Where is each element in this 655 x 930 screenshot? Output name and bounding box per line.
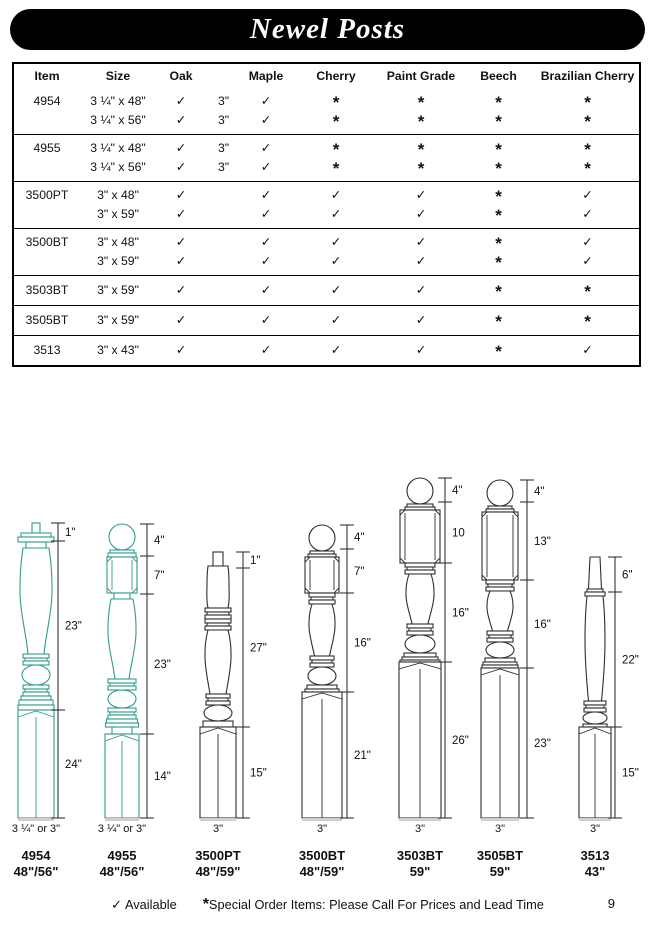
table-row — [14, 335, 639, 365]
beech-cell: * — [495, 342, 502, 361]
table-line — [14, 158, 639, 177]
table-row — [14, 275, 639, 305]
cherry-cell: ✓ — [330, 235, 342, 249]
base-width-label: 3 ¼" or 3" — [97, 823, 147, 835]
maple-cell: ✓ — [260, 313, 272, 327]
table-line — [14, 311, 639, 330]
cherry-cell: * — [332, 112, 340, 131]
post-drawing-3500PT — [200, 552, 267, 835]
asterisk-icon: * — [202, 896, 209, 913]
item-cell: 3505BT — [25, 313, 69, 327]
beech-cell: * — [495, 234, 502, 253]
size-cell: 3 ¼" x 48" — [90, 94, 146, 108]
dimension-label: 22" — [622, 654, 639, 667]
drawing-item-number: 3500BT — [298, 848, 346, 863]
cherry-cell: ✓ — [330, 283, 342, 297]
maple-cell: ✓ — [260, 207, 272, 221]
page-title-banner — [10, 9, 645, 50]
brazilian-cherry-cell: * — [584, 159, 591, 178]
oak-size-cell — [206, 186, 241, 205]
brazilian-cherry-cell: ✓ — [582, 235, 593, 249]
table-line — [14, 233, 639, 252]
drawing-item-heights: 59" — [409, 864, 431, 879]
dimension-label: 15" — [250, 767, 267, 780]
oak-size-cell — [206, 311, 241, 330]
cherry-cell: ✓ — [330, 188, 342, 202]
oak-cell: ✓ — [175, 283, 187, 297]
dimension-label: 7" — [154, 570, 165, 582]
dimension-label: 1" — [65, 527, 76, 539]
col-header-oak: Oak — [169, 69, 193, 83]
drawing-item-number: 3500PT — [195, 848, 241, 863]
dimension-label: 16" — [354, 637, 371, 650]
drawing-label — [163, 848, 273, 880]
base-width-label: 3" — [494, 823, 506, 835]
size-cell: 3" x 48" — [97, 188, 139, 202]
cherry-cell: ✓ — [330, 343, 342, 357]
item-cell: 3500PT — [25, 188, 69, 202]
item-cell — [14, 205, 80, 224]
oak-cell: ✓ — [175, 235, 187, 249]
availability-table — [12, 62, 641, 367]
item-cell: 3500BT — [25, 235, 69, 249]
item-cell: 4955 — [33, 141, 61, 155]
brazilian-cherry-cell: * — [584, 93, 591, 112]
drawing-item-heights: 48"/59" — [195, 864, 241, 879]
paint-grade-cell: * — [417, 93, 425, 112]
brazilian-cherry-cell: ✓ — [582, 254, 593, 268]
paint-grade-cell: ✓ — [415, 235, 427, 249]
dimension-label: 4" — [354, 532, 365, 544]
brazilian-cherry-cell: * — [584, 282, 591, 301]
maple-cell: ✓ — [260, 343, 272, 357]
dimension-label: 15" — [622, 767, 639, 780]
page-number: 9 — [607, 896, 615, 911]
col-header-beech: Beech — [480, 69, 517, 83]
base-width-label: 3" — [212, 823, 224, 835]
oak-cell: ✓ — [175, 94, 187, 108]
cherry-cell: ✓ — [330, 254, 342, 268]
dimension-label: 23" — [154, 659, 171, 671]
paint-grade-cell: ✓ — [415, 313, 427, 327]
dimension-label: 14" — [154, 771, 171, 783]
paint-grade-cell: ✓ — [415, 254, 427, 268]
post-drawing-3513 — [579, 557, 639, 835]
legend-available-text: Available — [124, 897, 177, 912]
maple-cell: ✓ — [260, 141, 272, 155]
legend-special-text: Special Order Items: Please Call For Prices and Lead Time — [208, 897, 544, 912]
oak-cell: ✓ — [175, 343, 187, 357]
legend-available — [111, 897, 177, 913]
oak-size-cell — [206, 205, 241, 224]
col-header-maple: Maple — [248, 69, 284, 83]
beech-cell: * — [495, 206, 502, 225]
oak-cell: ✓ — [175, 160, 187, 174]
dimension-label: 1" — [250, 555, 261, 567]
brazilian-cherry-cell: ✓ — [582, 188, 593, 202]
col-header-item: Item — [34, 69, 60, 83]
dimension-label: 24" — [65, 759, 82, 771]
maple-cell: ✓ — [260, 283, 272, 297]
maple-cell: ✓ — [260, 188, 272, 202]
check-icon: ✓ — [111, 897, 122, 912]
table-header-row — [14, 64, 639, 88]
oak-size-cell: 3" — [217, 113, 230, 127]
base-width-label: 3 ¼" or 3" — [11, 823, 61, 835]
col-header-cherry: Cherry — [316, 69, 356, 83]
dimension-label: 23" — [534, 738, 551, 750]
post-drawing-3505BT — [481, 480, 551, 835]
size-cell: 3" x 59" — [97, 313, 139, 327]
cherry-cell: * — [332, 93, 340, 112]
item-cell — [14, 158, 80, 177]
page-title: Newel Posts — [249, 13, 406, 45]
beech-cell: * — [495, 112, 502, 131]
table-row — [14, 134, 639, 181]
base-width-label: 3" — [414, 823, 426, 835]
brazilian-cherry-cell: * — [584, 312, 591, 331]
drawing-item-number: 3505BT — [476, 848, 524, 863]
size-cell: 3" x 48" — [97, 235, 139, 249]
cherry-cell: * — [332, 159, 340, 178]
paint-grade-cell: * — [417, 159, 425, 178]
dimension-label: 4" — [154, 535, 165, 547]
beech-cell: * — [495, 93, 502, 112]
table-line — [14, 281, 639, 300]
size-cell: 3 ¼" x 56" — [90, 113, 146, 127]
item-cell: 3513 — [33, 343, 61, 357]
col-header-paint-grade: Paint Grade — [386, 69, 456, 83]
post-drawing-4955 — [98, 524, 171, 835]
cherry-cell: ✓ — [330, 207, 342, 221]
drawing-item-number: 3513 — [580, 848, 610, 863]
drawing-label — [445, 848, 555, 880]
table-line — [14, 139, 639, 158]
base-width-label: 3" — [316, 823, 328, 835]
post-drawing-3503BT — [399, 478, 469, 835]
dimension-label: 27" — [250, 642, 267, 655]
table-line — [14, 186, 639, 205]
dimension-label: 21" — [354, 750, 371, 762]
maple-cell: ✓ — [260, 113, 272, 127]
table-row — [14, 88, 639, 134]
oak-size-cell: 3" — [217, 94, 230, 108]
cherry-cell: * — [332, 140, 340, 159]
maple-cell: ✓ — [260, 254, 272, 268]
table-line — [14, 341, 639, 360]
legend-special-order — [203, 896, 544, 914]
paint-grade-cell: ✓ — [415, 188, 427, 202]
beech-cell: * — [495, 312, 502, 331]
drawing-item-number: 4955 — [107, 848, 137, 863]
drawing-item-heights: 48"/59" — [299, 864, 345, 879]
oak-cell: ✓ — [175, 254, 187, 268]
table-line — [14, 111, 639, 130]
beech-cell: * — [495, 282, 502, 301]
maple-cell: ✓ — [260, 235, 272, 249]
col-header-brazilian-cherry: Brazilian Cherry — [540, 69, 635, 83]
beech-cell: * — [495, 253, 502, 272]
post-drawing-3500BT — [302, 525, 371, 835]
drawing-item-number: 4954 — [21, 848, 51, 863]
dimension-label: 13" — [534, 536, 551, 548]
dimension-label: 16" — [534, 619, 551, 631]
dimension-label: 16" — [452, 607, 469, 620]
paint-grade-cell: * — [417, 112, 425, 131]
drawing-label — [540, 848, 650, 880]
brazilian-cherry-cell: * — [584, 112, 591, 131]
table-line — [14, 92, 639, 111]
table-row — [14, 228, 639, 275]
oak-cell: ✓ — [175, 113, 187, 127]
dimension-label: 7" — [354, 566, 365, 578]
size-cell: 3" x 43" — [97, 343, 139, 357]
oak-size-cell — [206, 233, 241, 252]
size-cell: 3" x 59" — [97, 207, 139, 221]
dimension-label: 26" — [452, 735, 469, 747]
oak-size-cell — [206, 252, 241, 271]
beech-cell: * — [495, 187, 502, 206]
oak-cell: ✓ — [175, 188, 187, 202]
item-cell: 4954 — [33, 94, 61, 108]
drawing-label — [267, 848, 377, 880]
dimension-label: 10 — [452, 527, 465, 540]
brazilian-cherry-cell: ✓ — [582, 207, 593, 221]
oak-size-cell: 3" — [217, 160, 230, 174]
size-cell: 3" x 59" — [97, 254, 139, 268]
drawing-item-heights: 48"/56" — [99, 864, 145, 879]
dimension-label: 4" — [534, 486, 545, 498]
oak-cell: ✓ — [175, 141, 187, 155]
post-drawing-4954 — [12, 523, 82, 835]
maple-cell: ✓ — [260, 160, 272, 174]
oak-size-cell — [206, 341, 241, 360]
table-row — [14, 305, 639, 335]
beech-cell: * — [495, 159, 502, 178]
table-row — [14, 181, 639, 228]
oak-cell: ✓ — [175, 207, 187, 221]
oak-cell: ✓ — [175, 313, 187, 327]
drawing-item-number: 3503BT — [396, 848, 444, 863]
beech-cell: * — [495, 140, 502, 159]
legend-footer — [0, 896, 655, 914]
paint-grade-cell: * — [417, 140, 425, 159]
item-cell: 3503BT — [25, 283, 69, 297]
col-header-size: Size — [105, 69, 131, 83]
drawing-label — [67, 848, 177, 880]
dimension-label: 4" — [452, 485, 463, 497]
drawing-item-heights: 59" — [489, 864, 511, 879]
table-line — [14, 252, 639, 271]
table-body — [14, 88, 639, 365]
size-cell: 3" x 59" — [97, 283, 139, 297]
dimension-label: 23" — [65, 620, 82, 633]
maple-cell: ✓ — [260, 94, 272, 108]
oak-size-cell — [206, 281, 241, 300]
dimension-label: 6" — [622, 569, 633, 582]
paint-grade-cell: ✓ — [415, 207, 427, 221]
base-width-label: 3" — [589, 823, 601, 835]
size-cell: 3 ¼" x 56" — [90, 160, 146, 174]
cherry-cell: ✓ — [330, 313, 342, 327]
item-cell — [14, 111, 80, 130]
oak-size-cell: 3" — [217, 141, 230, 155]
drawing-item-heights: 48"/56" — [13, 864, 59, 879]
brazilian-cherry-cell: ✓ — [582, 343, 593, 357]
drawing-item-heights: 43" — [584, 864, 606, 879]
table-line — [14, 205, 639, 224]
brazilian-cherry-cell: * — [584, 140, 591, 159]
paint-grade-cell: ✓ — [415, 343, 427, 357]
size-cell: 3 ¼" x 48" — [90, 141, 146, 155]
item-cell — [14, 252, 80, 271]
paint-grade-cell: ✓ — [415, 283, 427, 297]
